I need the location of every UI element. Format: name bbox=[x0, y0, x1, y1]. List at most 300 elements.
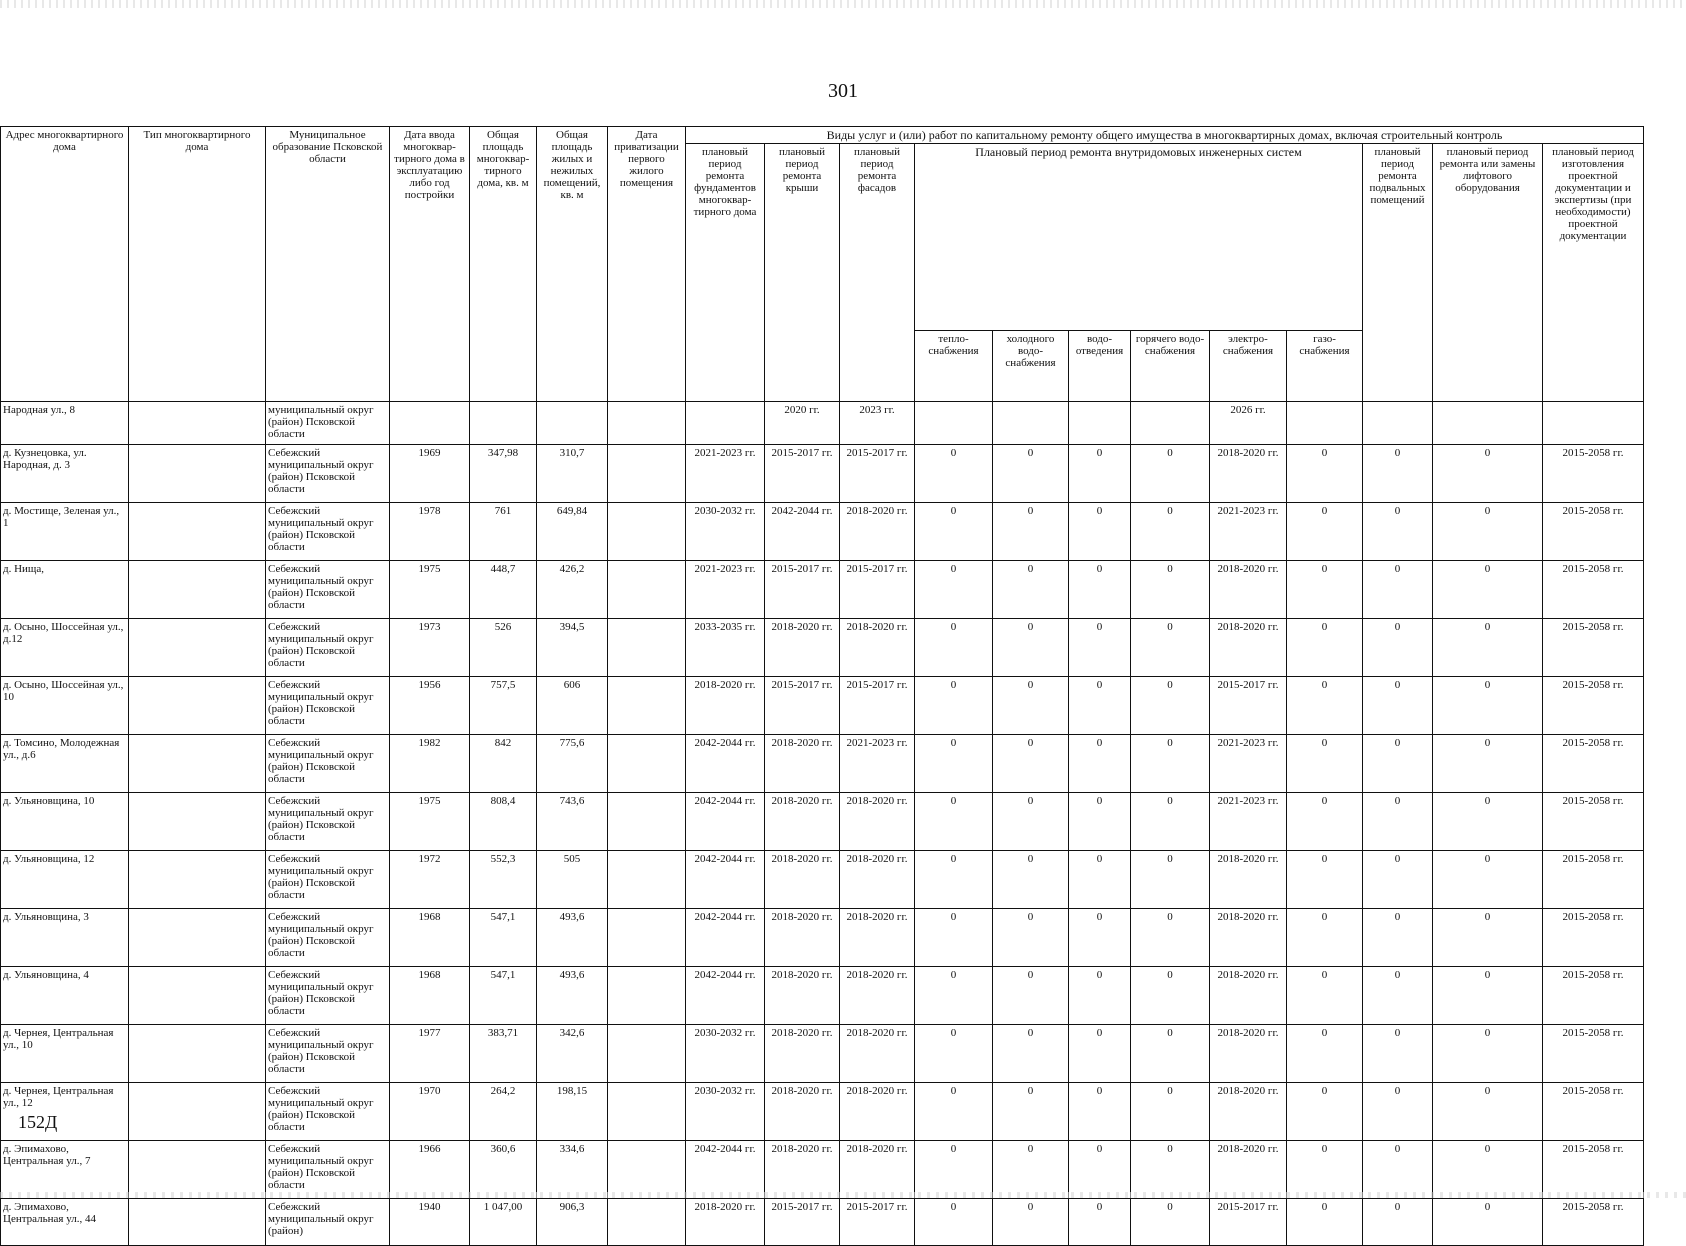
repair-plan-table bbox=[0, 126, 1644, 1246]
header-municipality: Муниципальное образование Псковской области bbox=[266, 127, 390, 402]
cell-roof: 2042-2044 гг. bbox=[765, 503, 840, 561]
cell-project-docs: 2015-2058 гг. bbox=[1543, 851, 1644, 909]
cell-privatization-date bbox=[608, 1025, 686, 1083]
cell-roof: 2018-2020 гг. bbox=[765, 1083, 840, 1141]
cell-living-area: 342,6 bbox=[537, 1025, 608, 1083]
cell-heating: 0 bbox=[915, 619, 993, 677]
cell-gas: 0 bbox=[1287, 1083, 1363, 1141]
cell-house-type bbox=[129, 402, 266, 445]
cell-gas: 0 bbox=[1287, 677, 1363, 735]
cell-municipality: Себежский муниципальный округ (район) Псковской области bbox=[266, 851, 390, 909]
cell-living-area: 743,6 bbox=[537, 793, 608, 851]
cell-electricity: 2018-2020 гг. bbox=[1210, 967, 1287, 1025]
cell-privatization-date bbox=[608, 445, 686, 503]
cell-heating bbox=[915, 402, 993, 445]
cell-address: д. Осыно, Шоссейная ул., 10 bbox=[1, 677, 129, 735]
cell-basement: 0 bbox=[1363, 967, 1433, 1025]
cell-roof: 2015-2017 гг. bbox=[765, 445, 840, 503]
cell-privatization-date bbox=[608, 909, 686, 967]
cell-basement: 0 bbox=[1363, 1141, 1433, 1199]
cell-electricity: 2021-2023 гг. bbox=[1210, 503, 1287, 561]
cell-hot-water: 0 bbox=[1131, 1199, 1210, 1246]
cell-gas: 0 bbox=[1287, 735, 1363, 793]
cell-electricity: 2018-2020 гг. bbox=[1210, 1083, 1287, 1141]
header-works-group: Виды услуг и (или) работ по капитальному ремонту общего имущества в многоквартирных домах, включая строительный контроль bbox=[686, 127, 1644, 144]
cell-facade: 2018-2020 гг. bbox=[840, 909, 915, 967]
cell-municipality: Себежский муниципальный округ (район) Псковской области bbox=[266, 735, 390, 793]
cell-elevator: 0 bbox=[1433, 851, 1543, 909]
cell-year: 1956 bbox=[390, 677, 470, 735]
cell-living-area: 334,6 bbox=[537, 1141, 608, 1199]
cell-total-area: 383,71 bbox=[470, 1025, 537, 1083]
cell-elevator: 0 bbox=[1433, 967, 1543, 1025]
cell-hot-water: 0 bbox=[1131, 793, 1210, 851]
cell-electricity: 2021-2023 гг. bbox=[1210, 793, 1287, 851]
cell-electricity: 2026 гг. bbox=[1210, 402, 1287, 445]
cell-address: д. Ульяновщина, 10 bbox=[1, 793, 129, 851]
cell-basement: 0 bbox=[1363, 793, 1433, 851]
cell-heating: 0 bbox=[915, 909, 993, 967]
cell-electricity: 2015-2017 гг. bbox=[1210, 1199, 1287, 1246]
cell-gas: 0 bbox=[1287, 561, 1363, 619]
cell-project-docs: 2015-2058 гг. bbox=[1543, 503, 1644, 561]
cell-municipality: Себежский муниципальный округ (район) Псковской области bbox=[266, 445, 390, 503]
cell-facade: 2023 гг. bbox=[840, 402, 915, 445]
cell-address: д. Чернея, Центральная ул., 12 bbox=[1, 1083, 129, 1141]
cell-facade: 2018-2020 гг. bbox=[840, 851, 915, 909]
header-drainage: водо-отведения bbox=[1069, 330, 1131, 401]
cell-total-area: 547,1 bbox=[470, 909, 537, 967]
cell-cold-water: 0 bbox=[993, 909, 1069, 967]
cell-year bbox=[390, 402, 470, 445]
cell-hot-water: 0 bbox=[1131, 851, 1210, 909]
cell-basement: 0 bbox=[1363, 1083, 1433, 1141]
cell-year: 1982 bbox=[390, 735, 470, 793]
cell-roof: 2018-2020 гг. bbox=[765, 909, 840, 967]
scan-edge-top bbox=[0, 0, 1686, 8]
cell-foundation: 2042-2044 гг. bbox=[686, 909, 765, 967]
cell-roof: 2015-2017 гг. bbox=[765, 1199, 840, 1246]
cell-foundation: 2033-2035 гг. bbox=[686, 619, 765, 677]
cell-gas: 0 bbox=[1287, 793, 1363, 851]
cell-municipality: Себежский муниципальный округ (район) Псковской области bbox=[266, 1025, 390, 1083]
cell-heating: 0 bbox=[915, 735, 993, 793]
cell-total-area: 761 bbox=[470, 503, 537, 561]
header-privatization-date: Дата приватизации первого жилого помещения bbox=[608, 127, 686, 402]
header-house-type: Тип многоквартирного дома bbox=[129, 127, 266, 402]
header-cold-water: холодного водо-снабжения bbox=[993, 330, 1069, 401]
cell-basement: 0 bbox=[1363, 677, 1433, 735]
cell-cold-water: 0 bbox=[993, 1141, 1069, 1199]
cell-drainage: 0 bbox=[1069, 967, 1131, 1025]
cell-roof: 2018-2020 гг. bbox=[765, 619, 840, 677]
cell-facade: 2018-2020 гг. bbox=[840, 967, 915, 1025]
cell-drainage: 0 bbox=[1069, 677, 1131, 735]
cell-elevator: 0 bbox=[1433, 677, 1543, 735]
cell-municipality: муниципальный округ (район) Псковской области bbox=[266, 402, 390, 445]
cell-electricity: 2021-2023 гг. bbox=[1210, 735, 1287, 793]
cell-gas: 0 bbox=[1287, 503, 1363, 561]
cell-municipality: Себежский муниципальный округ (район) Псковской области bbox=[266, 909, 390, 967]
cell-living-area: 493,6 bbox=[537, 909, 608, 967]
cell-roof: 2018-2020 гг. bbox=[765, 793, 840, 851]
cell-privatization-date bbox=[608, 1141, 686, 1199]
cell-hot-water: 0 bbox=[1131, 909, 1210, 967]
table-row bbox=[1, 445, 1644, 503]
cell-basement: 0 bbox=[1363, 735, 1433, 793]
cell-heating: 0 bbox=[915, 793, 993, 851]
cell-living-area: 505 bbox=[537, 851, 608, 909]
cell-cold-water: 0 bbox=[993, 561, 1069, 619]
cell-house-type bbox=[129, 793, 266, 851]
cell-total-area: 552,3 bbox=[470, 851, 537, 909]
cell-electricity: 2018-2020 гг. bbox=[1210, 851, 1287, 909]
cell-drainage: 0 bbox=[1069, 1083, 1131, 1141]
cell-facade: 2015-2017 гг. bbox=[840, 445, 915, 503]
cell-gas: 0 bbox=[1287, 851, 1363, 909]
cell-basement: 0 bbox=[1363, 503, 1433, 561]
cell-project-docs: 2015-2058 гг. bbox=[1543, 967, 1644, 1025]
cell-privatization-date bbox=[608, 1083, 686, 1141]
cell-privatization-date bbox=[608, 503, 686, 561]
table-row bbox=[1, 1025, 1644, 1083]
cell-gas: 0 bbox=[1287, 1141, 1363, 1199]
cell-foundation: 2021-2023 гг. bbox=[686, 445, 765, 503]
cell-electricity: 2018-2020 гг. bbox=[1210, 1025, 1287, 1083]
cell-address: д. Эпимахово, Центральная ул., 44 bbox=[1, 1199, 129, 1246]
header-address: Адрес многоквартирного дома bbox=[1, 127, 129, 402]
cell-privatization-date bbox=[608, 793, 686, 851]
table-row bbox=[1, 1199, 1644, 1246]
table-row bbox=[1, 851, 1644, 909]
cell-electricity: 2018-2020 гг. bbox=[1210, 1141, 1287, 1199]
cell-house-type bbox=[129, 967, 266, 1025]
cell-cold-water: 0 bbox=[993, 677, 1069, 735]
header-living-area: Общая площадь жилых и нежилых помещений, кв. м bbox=[537, 127, 608, 402]
cell-facade: 2018-2020 гг. bbox=[840, 619, 915, 677]
cell-electricity: 2018-2020 гг. bbox=[1210, 909, 1287, 967]
cell-electricity: 2015-2017 гг. bbox=[1210, 677, 1287, 735]
cell-drainage: 0 bbox=[1069, 1025, 1131, 1083]
cell-drainage: 0 bbox=[1069, 1199, 1131, 1246]
cell-roof: 2020 гг. bbox=[765, 402, 840, 445]
cell-foundation: 2042-2044 гг. bbox=[686, 793, 765, 851]
cell-elevator: 0 bbox=[1433, 793, 1543, 851]
cell-electricity: 2018-2020 гг. bbox=[1210, 561, 1287, 619]
cell-address: д. Ульяновщина, 3 bbox=[1, 909, 129, 967]
cell-privatization-date bbox=[608, 402, 686, 445]
cell-drainage: 0 bbox=[1069, 909, 1131, 967]
cell-municipality: Себежский муниципальный округ (район) Псковской области bbox=[266, 677, 390, 735]
cell-total-area: 264,2 bbox=[470, 1083, 537, 1141]
cell-address: д. Чернея, Центральная ул., 10 bbox=[1, 1025, 129, 1083]
cell-facade: 2018-2020 гг. bbox=[840, 1025, 915, 1083]
table-row bbox=[1, 402, 1644, 445]
cell-hot-water: 0 bbox=[1131, 735, 1210, 793]
cell-address: д. Мостище, Зеленая ул., 1 bbox=[1, 503, 129, 561]
cell-year: 1972 bbox=[390, 851, 470, 909]
header-electricity: электро-снабжения bbox=[1210, 330, 1287, 401]
cell-facade: 2018-2020 гг. bbox=[840, 503, 915, 561]
cell-elevator: 0 bbox=[1433, 1199, 1543, 1246]
cell-project-docs: 2015-2058 гг. bbox=[1543, 735, 1644, 793]
cell-house-type bbox=[129, 1141, 266, 1199]
cell-roof: 2018-2020 гг. bbox=[765, 851, 840, 909]
cell-project-docs: 2015-2058 гг. bbox=[1543, 561, 1644, 619]
cell-house-type bbox=[129, 1025, 266, 1083]
cell-electricity: 2018-2020 гг. bbox=[1210, 619, 1287, 677]
cell-foundation bbox=[686, 402, 765, 445]
cell-elevator: 0 bbox=[1433, 735, 1543, 793]
cell-roof: 2015-2017 гг. bbox=[765, 561, 840, 619]
cell-drainage: 0 bbox=[1069, 503, 1131, 561]
cell-address: д. Осыно, Шоссейная ул., д.12 bbox=[1, 619, 129, 677]
cell-hot-water: 0 bbox=[1131, 503, 1210, 561]
cell-heating: 0 bbox=[915, 1199, 993, 1246]
cell-total-area: 547,1 bbox=[470, 967, 537, 1025]
cell-cold-water: 0 bbox=[993, 851, 1069, 909]
header-project-docs: плановый период изготовления проектной документации и экспертизы (при необходимости) проектной документации bbox=[1543, 144, 1644, 402]
cell-hot-water bbox=[1131, 402, 1210, 445]
cell-elevator: 0 bbox=[1433, 1141, 1543, 1199]
cell-cold-water: 0 bbox=[993, 1025, 1069, 1083]
cell-foundation: 2042-2044 гг. bbox=[686, 851, 765, 909]
cell-roof: 2018-2020 гг. bbox=[765, 967, 840, 1025]
cell-living-area: 198,15 bbox=[537, 1083, 608, 1141]
table-row bbox=[1, 735, 1644, 793]
cell-privatization-date bbox=[608, 1199, 686, 1246]
cell-basement: 0 bbox=[1363, 619, 1433, 677]
cell-year: 1966 bbox=[390, 1141, 470, 1199]
header-hot-water: горячего водо-снабжения bbox=[1131, 330, 1210, 401]
cell-municipality: Себежский муниципальный округ (район) Псковской области bbox=[266, 1141, 390, 1199]
cell-facade: 2021-2023 гг. bbox=[840, 735, 915, 793]
cell-cold-water: 0 bbox=[993, 735, 1069, 793]
cell-cold-water: 0 bbox=[993, 1083, 1069, 1141]
cell-hot-water: 0 bbox=[1131, 1141, 1210, 1199]
cell-living-area: 649,84 bbox=[537, 503, 608, 561]
cell-elevator: 0 bbox=[1433, 909, 1543, 967]
cell-total-area: 842 bbox=[470, 735, 537, 793]
footer-code: 152Д bbox=[18, 1112, 58, 1132]
table-row bbox=[1, 967, 1644, 1025]
cell-foundation: 2042-2044 гг. bbox=[686, 735, 765, 793]
table-row bbox=[1, 1141, 1644, 1199]
table-row bbox=[1, 619, 1644, 677]
cell-total-area: 526 bbox=[470, 619, 537, 677]
cell-cold-water: 0 bbox=[993, 967, 1069, 1025]
cell-municipality: Себежский муниципальный округ (район) Псковской области bbox=[266, 793, 390, 851]
cell-living-area: 606 bbox=[537, 677, 608, 735]
cell-privatization-date bbox=[608, 561, 686, 619]
cell-roof: 2015-2017 гг. bbox=[765, 677, 840, 735]
cell-year: 1940 bbox=[390, 1199, 470, 1246]
cell-foundation: 2018-2020 гг. bbox=[686, 677, 765, 735]
cell-drainage: 0 bbox=[1069, 793, 1131, 851]
cell-drainage: 0 bbox=[1069, 735, 1131, 793]
cell-heating: 0 bbox=[915, 503, 993, 561]
cell-foundation: 2021-2023 гг. bbox=[686, 561, 765, 619]
cell-house-type bbox=[129, 619, 266, 677]
cell-gas bbox=[1287, 402, 1363, 445]
cell-cold-water bbox=[993, 402, 1069, 445]
cell-total-area: 757,5 bbox=[470, 677, 537, 735]
cell-gas: 0 bbox=[1287, 909, 1363, 967]
cell-year: 1968 bbox=[390, 909, 470, 967]
cell-basement: 0 bbox=[1363, 1199, 1433, 1246]
header-elevator: плановый период ремонта или замены лифтового оборудования bbox=[1433, 144, 1543, 402]
cell-drainage: 0 bbox=[1069, 851, 1131, 909]
cell-foundation: 2030-2032 гг. bbox=[686, 1083, 765, 1141]
cell-living-area: 394,5 bbox=[537, 619, 608, 677]
cell-facade: 2018-2020 гг. bbox=[840, 1083, 915, 1141]
cell-house-type bbox=[129, 1199, 266, 1246]
cell-house-type bbox=[129, 445, 266, 503]
cell-total-area: 448,7 bbox=[470, 561, 537, 619]
header-total-area: Общая площадь многоквар-тирного дома, кв. м bbox=[470, 127, 537, 402]
cell-address: д. Ульяновщина, 4 bbox=[1, 967, 129, 1025]
header-engineering-group: Плановый период ремонта внутридомовых инженерных систем bbox=[915, 144, 1363, 331]
cell-year: 1977 bbox=[390, 1025, 470, 1083]
header-commission-date: Дата ввода многоквар-тирного дома в эксплуатацию либо год постройки bbox=[390, 127, 470, 402]
cell-living-area: 426,2 bbox=[537, 561, 608, 619]
cell-project-docs: 2015-2058 гг. bbox=[1543, 1025, 1644, 1083]
table-row bbox=[1, 793, 1644, 851]
cell-living-area: 493,6 bbox=[537, 967, 608, 1025]
cell-roof: 2018-2020 гг. bbox=[765, 1141, 840, 1199]
cell-elevator: 0 bbox=[1433, 1083, 1543, 1141]
cell-year: 1970 bbox=[390, 1083, 470, 1141]
cell-roof: 2018-2020 гг. bbox=[765, 1025, 840, 1083]
cell-privatization-date bbox=[608, 619, 686, 677]
cell-project-docs: 2015-2058 гг. bbox=[1543, 1199, 1644, 1246]
cell-living-area: 310,7 bbox=[537, 445, 608, 503]
table-row bbox=[1, 561, 1644, 619]
cell-heating: 0 bbox=[915, 561, 993, 619]
cell-hot-water: 0 bbox=[1131, 677, 1210, 735]
cell-heating: 0 bbox=[915, 1083, 993, 1141]
table-row bbox=[1, 909, 1644, 967]
cell-foundation: 2030-2032 гг. bbox=[686, 1025, 765, 1083]
cell-drainage bbox=[1069, 402, 1131, 445]
cell-gas: 0 bbox=[1287, 967, 1363, 1025]
cell-elevator bbox=[1433, 402, 1543, 445]
cell-living-area: 906,3 bbox=[537, 1199, 608, 1246]
cell-year: 1969 bbox=[390, 445, 470, 503]
table-row bbox=[1, 503, 1644, 561]
cell-drainage: 0 bbox=[1069, 561, 1131, 619]
cell-house-type bbox=[129, 851, 266, 909]
cell-gas: 0 bbox=[1287, 619, 1363, 677]
cell-project-docs: 2015-2058 гг. bbox=[1543, 1083, 1644, 1141]
cell-facade: 2018-2020 гг. bbox=[840, 793, 915, 851]
cell-gas: 0 bbox=[1287, 445, 1363, 503]
cell-heating: 0 bbox=[915, 851, 993, 909]
cell-cold-water: 0 bbox=[993, 445, 1069, 503]
header-gas: газо-снабжения bbox=[1287, 330, 1363, 401]
cell-cold-water: 0 bbox=[993, 503, 1069, 561]
cell-foundation: 2042-2044 гг. bbox=[686, 1141, 765, 1199]
cell-municipality: Себежский муниципальный округ (район) Псковской области bbox=[266, 1083, 390, 1141]
cell-drainage: 0 bbox=[1069, 445, 1131, 503]
cell-heating: 0 bbox=[915, 677, 993, 735]
cell-facade: 2015-2017 гг. bbox=[840, 677, 915, 735]
cell-year: 1975 bbox=[390, 793, 470, 851]
cell-total-area: 1 047,00 bbox=[470, 1199, 537, 1246]
cell-hot-water: 0 bbox=[1131, 561, 1210, 619]
cell-total-area: 347,98 bbox=[470, 445, 537, 503]
cell-electricity: 2018-2020 гг. bbox=[1210, 445, 1287, 503]
cell-privatization-date bbox=[608, 677, 686, 735]
scan-edge-bottom bbox=[0, 1192, 1686, 1198]
cell-address: д. Ульяновщина, 12 bbox=[1, 851, 129, 909]
cell-address: д. Эпимахово, Центральная ул., 7 bbox=[1, 1141, 129, 1199]
cell-municipality: Себежский муниципальный округ (район) Псковской области bbox=[266, 503, 390, 561]
cell-total-area: 808,4 bbox=[470, 793, 537, 851]
cell-elevator: 0 bbox=[1433, 561, 1543, 619]
cell-basement: 0 bbox=[1363, 851, 1433, 909]
cell-privatization-date bbox=[608, 851, 686, 909]
cell-privatization-date bbox=[608, 967, 686, 1025]
cell-foundation: 2042-2044 гг. bbox=[686, 967, 765, 1025]
cell-basement: 0 bbox=[1363, 1025, 1433, 1083]
cell-municipality: Себежский муниципальный округ (район) Псковской области bbox=[266, 967, 390, 1025]
cell-year: 1978 bbox=[390, 503, 470, 561]
table-row bbox=[1, 677, 1644, 735]
cell-hot-water: 0 bbox=[1131, 1025, 1210, 1083]
cell-roof: 2018-2020 гг. bbox=[765, 735, 840, 793]
cell-year: 1973 bbox=[390, 619, 470, 677]
cell-total-area: 360,6 bbox=[470, 1141, 537, 1199]
cell-living-area bbox=[537, 402, 608, 445]
cell-project-docs: 2015-2058 гг. bbox=[1543, 1141, 1644, 1199]
cell-elevator: 0 bbox=[1433, 619, 1543, 677]
cell-elevator: 0 bbox=[1433, 1025, 1543, 1083]
cell-gas: 0 bbox=[1287, 1199, 1363, 1246]
header-facade: плановый период ремонта фасадов bbox=[840, 144, 915, 402]
cell-house-type bbox=[129, 677, 266, 735]
cell-heating: 0 bbox=[915, 445, 993, 503]
header-foundation: плановый период ремонта фундаментов многоквар-тирного дома bbox=[686, 144, 765, 402]
cell-house-type bbox=[129, 561, 266, 619]
cell-foundation: 2018-2020 гг. bbox=[686, 1199, 765, 1246]
cell-address: д. Кузнецовка, ул. Народная, д. 3 bbox=[1, 445, 129, 503]
cell-hot-water: 0 bbox=[1131, 445, 1210, 503]
cell-address: Народная ул., 8 bbox=[1, 402, 129, 445]
cell-facade: 2015-2017 гг. bbox=[840, 561, 915, 619]
cell-heating: 0 bbox=[915, 1141, 993, 1199]
cell-house-type bbox=[129, 1083, 266, 1141]
cell-hot-water: 0 bbox=[1131, 1083, 1210, 1141]
cell-heating: 0 bbox=[915, 967, 993, 1025]
cell-basement: 0 bbox=[1363, 909, 1433, 967]
cell-project-docs: 2015-2058 гг. bbox=[1543, 909, 1644, 967]
header-roof: плановый период ремонта крыши bbox=[765, 144, 840, 402]
cell-privatization-date bbox=[608, 735, 686, 793]
cell-facade: 2015-2017 гг. bbox=[840, 1199, 915, 1246]
table-body bbox=[1, 402, 1644, 1246]
cell-project-docs bbox=[1543, 402, 1644, 445]
cell-year: 1968 bbox=[390, 967, 470, 1025]
cell-total-area bbox=[470, 402, 537, 445]
cell-cold-water: 0 bbox=[993, 1199, 1069, 1246]
cell-foundation: 2030-2032 гг. bbox=[686, 503, 765, 561]
cell-cold-water: 0 bbox=[993, 793, 1069, 851]
cell-project-docs: 2015-2058 гг. bbox=[1543, 445, 1644, 503]
cell-house-type bbox=[129, 909, 266, 967]
cell-elevator: 0 bbox=[1433, 445, 1543, 503]
cell-basement: 0 bbox=[1363, 561, 1433, 619]
